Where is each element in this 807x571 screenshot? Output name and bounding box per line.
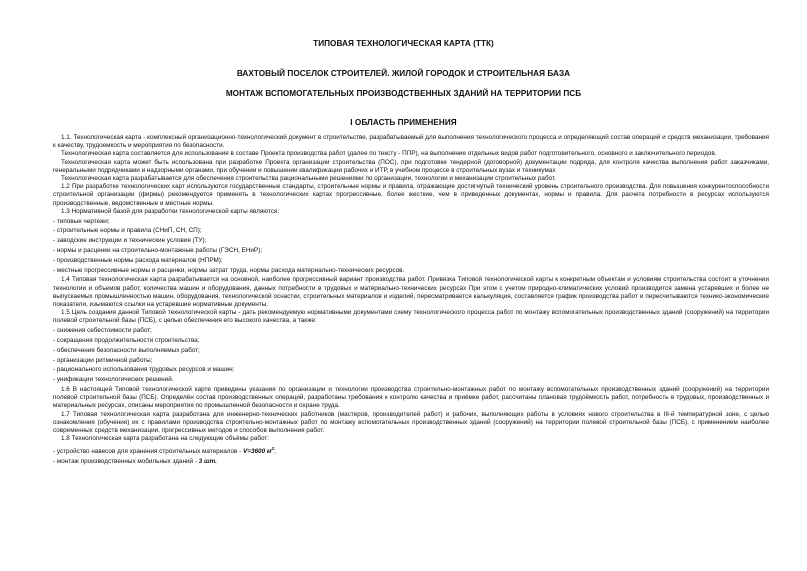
volume-value: V=3600 м	[243, 448, 272, 456]
list-item-text: - устройство навесов для хранения строительных материалов -	[53, 448, 244, 456]
paragraph-1-2: 1.2 При разработке технологических карт используются государственные стандарты, строительные нормы и правила, отражающие достигнутый технический уровень строительного производства. Для повышения конкурентоспособности строительной организации (фирмы) рекомендуется применять в технологических картах прогрессивные, более жесткие, чем в приведенных документах, нормы и правила. Для расчета потребности в ресурсах используются производственные, ведомственные и местные нормы.	[53, 183, 769, 207]
paragraph-1-7: 1.7 Типовая технологическая карта разработана для инженерно-технических работников (мастеров, производителей работ) и рабочих, выполняющих работы в условиях нового строительства в III-й температурной зоне, с целью ознакомления (обучения) их с правилами производства строительно-монтажных работ по монтажу вспомогательных производственных зданий (сооружений) на территории полевой строительной базы (ПСБ), с применением наиболее современных средств механизации, прогрессивных методов и способов выполнения работ.	[53, 410, 769, 435]
list-item: - организации ритмичной работы;	[53, 356, 153, 364]
list-item-text: - монтаж производственных мобильных зданий -	[53, 457, 199, 465]
list-item: - строительные нормы и правила (СНиП, СН, СП);	[53, 227, 202, 235]
list-item-mobile-buildings	[53, 458, 769, 466]
volume-unit-exponent: 2	[271, 446, 275, 452]
list-item: - рационального использования трудовых ресурсов и машин;	[53, 366, 235, 374]
list-item: - заводские инструкции и технические условия (ТУ);	[53, 237, 207, 245]
document-subtitle-2: МОНТАЖ ВСПОМОГАТЕЛЬНЫХ ПРОИЗВОДСТВЕННЫХ ЗДАНИЙ НА ТЕРРИТОРИИ ПСБ	[225, 89, 582, 98]
paragraph-1-4: 1.4 Типовая технологическая карта разрабатывается на основной, наиболее прогрессивный вариант производства работ. Привязка Типовой технологической карты к конкретным объектам и условиям строительства состоит в уточнении технологии и объемов работ, количества машин и оборудования, данных потребности в трудовых и материально-технических ресурсах При этом с учетом природно-климатических условий производится замена устаревших и более не выпускаемых промышленностью машин, оборудования, технологической оснастки, строительных материалов и изделий, пересматривается калькуляция, составляется график производства работ и пересчитываются технико-экономические показатели, изымаются ссылки на устаревшие нормативные документы.	[53, 276, 769, 309]
paragraph-1-8: 1.8 Технологическая карта разработана на следующие объёмы работ:	[61, 435, 270, 443]
list-item: - типовые чертежи;	[53, 217, 110, 225]
document-body	[53, 134, 769, 466]
paragraph-1-1: 1.1. Технологическая карта - комплексный организационно-технологический документ в строительстве, разрабатываемый для выполнения технологического процесса и определяющий состав операций и средств механизации, требования к качеству, трудоемкость и мероприятия по безопасности.	[53, 134, 769, 150]
list-item: - сокращения продолжительности строительства;	[53, 337, 200, 345]
document-title: ТИПОВАЯ ТЕХНОЛОГИЧЕСКАЯ КАРТА (ТТК)	[313, 39, 494, 48]
paragraph-1-3: 1.3 Нормативной базой для разработки технологической карты являются:	[61, 207, 280, 215]
list-item: - производственные нормы расхода материалов (НПРМ);	[53, 256, 223, 264]
document-subtitle-1: ВАХТОВЫЙ ПОСЕЛОК СТРОИТЕЛЕЙ. ЖИЛОЙ ГОРОДОК И СТРОИТЕЛЬНАЯ БАЗА	[236, 69, 571, 78]
list-item-tail: ;	[274, 448, 276, 456]
list-item: - местные прогрессивные нормы и расценки, нормы затрат труда, нормы расхода материально-технических ресурсов.	[53, 266, 405, 274]
section-heading: I ОБЛАСТЬ ПРИМЕНЕНИЯ	[350, 118, 457, 127]
list-item: - обеспечения безопасности выполняемых работ;	[53, 346, 200, 354]
paragraph-1-5: 1.5 Цель создания данной Типовой технологической карты - дать рекомендуемую нормативными документами схему технологического процесса работ по монтажу вспомогательных производственных зданий (сооружений) на территории полевой строительной базы (ПСБ), с целью обеспечения его высокого качества, а также:	[53, 309, 769, 325]
list-item: - нормы и расценки на строительно-монтажные работы (ГЭСН, ЕНиР);	[53, 247, 263, 255]
buildings-count: 3 шт.	[198, 457, 217, 465]
list-item-volume-sheds	[53, 445, 769, 456]
paragraph-1-1-c: Технологическая карта может быть использована при разработке Проекта организации строительства (ПОС), при подготовке тендерной (договорной) документации подряда, для контроля качества выполнения работ заказчиками, генеральными подрядчиками и надзорными органами, при обучении и повышении квалификации рабочих и ИТР, в учебном процессе в строительных вузах и техникумах	[53, 158, 769, 174]
list-item: - снижения себестоимости работ;	[53, 327, 152, 335]
paragraph-1-1-b: Технологическая карта составляется для использования в составе Проекта производства работ (далее по тексту - ППР), на выполнение отдельных видов работ подготовительного, основного и заключительного периодов.	[61, 150, 717, 158]
paragraph-1-6: 1.6 В настоящей Типовой технологической карте приведены указания по организации и технологии производства строительно-монтажных работ по монтажу вспомогательных производственных зданий (сооружений) на территории полевой строительной базы (ПСБ). Определён состав производственных операций, разработаны требования к контролю качества и приёмке работ, рассчитаны плановая трудоёмкость работ, потребность в трудовых, производственных и материальных ресурсах, описаны мероприятия по промышленной безопасности и охране труда.	[53, 386, 769, 410]
paragraph-1-1-d: Технологическая карта разрабатывается для обеспечения строительства рациональными решениями по организации, технологии и механизации строительных работ.	[61, 175, 556, 183]
list-item: - унификации технологических решений.	[53, 376, 174, 384]
